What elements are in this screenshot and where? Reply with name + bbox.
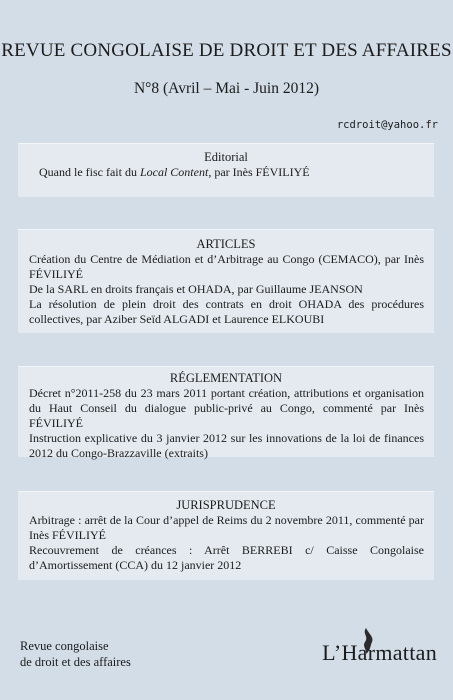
- collection-name: [20, 638, 131, 670]
- jurisprudence-entry-1: Arbitrage : arrêt de la Cour d’appel de Reims du 2 novembre 2011, commenté par Inès FÉVILIYÉ: [29, 513, 424, 542]
- jurisprudence-heading: JURISPRUDENCE: [176, 498, 276, 512]
- editorial-title-italic: Local Content: [139, 165, 209, 179]
- editorial-entry: [18, 165, 434, 180]
- editorial-title-suffix: , par Inès FÉVILIYÉ: [208, 165, 310, 179]
- articles-section: [18, 229, 434, 333]
- issue-number: N°8 (Avril – Mai - Juin 2012): [133, 80, 319, 97]
- collection-line-1: Revue congolaise: [20, 639, 109, 653]
- reglementation-heading: RÉGLEMENTATION: [169, 371, 283, 385]
- publisher-logo: L’Harmattan: [322, 640, 437, 665]
- collection-line-2: de droit et des affaires: [20, 655, 131, 669]
- editorial-title-prefix: Quand le fisc fait du: [39, 165, 140, 179]
- editorial-heading: Editorial: [204, 150, 248, 164]
- jurisprudence-entry-2: Recouvrement de créances : Arrêt BERREBI c/ Caisse Congolaise d’Amortissement (CCA) du 12 janvier 2012: [29, 543, 424, 572]
- reglementation-section: [18, 366, 434, 460]
- articles-heading: ARTICLES: [196, 237, 256, 251]
- jurisprudence-section: [18, 491, 434, 580]
- editorial-section: [18, 143, 434, 197]
- reglementation-entry-2: Instruction explicative du 3 janvier 2012 sur les innovations de la loi de finances 2012 du Congo-Brazzaville (extraits): [29, 431, 424, 460]
- article-entry-1: Création du Centre de Médiation et d’Arbitrage au Congo (CEMACO), par Inès FÉVILIYÉ: [29, 252, 424, 281]
- reglementation-entry-1: Décret n°2011-258 du 23 mars 2011 portant création, attributions et organisation du Haut Conseil du dialogue public-privé au Congo, commenté par Inès FÉVILIYÉ: [29, 386, 424, 430]
- journal-title: REVUE CONGOLAISE DE DROIT ET DES AFFAIRES: [1, 40, 452, 61]
- article-entry-3: La résolution de plein droit des contrats en droit OHADA des procédures collectives, par Aziber Seïd ALGADI et Laurence ELKOUBI: [29, 297, 424, 326]
- article-entry-2: De la SARL en droits français et OHADA, par Guillaume JEANSON: [29, 282, 363, 296]
- contact-email: rcdroit@yahoo.fr: [336, 119, 438, 131]
